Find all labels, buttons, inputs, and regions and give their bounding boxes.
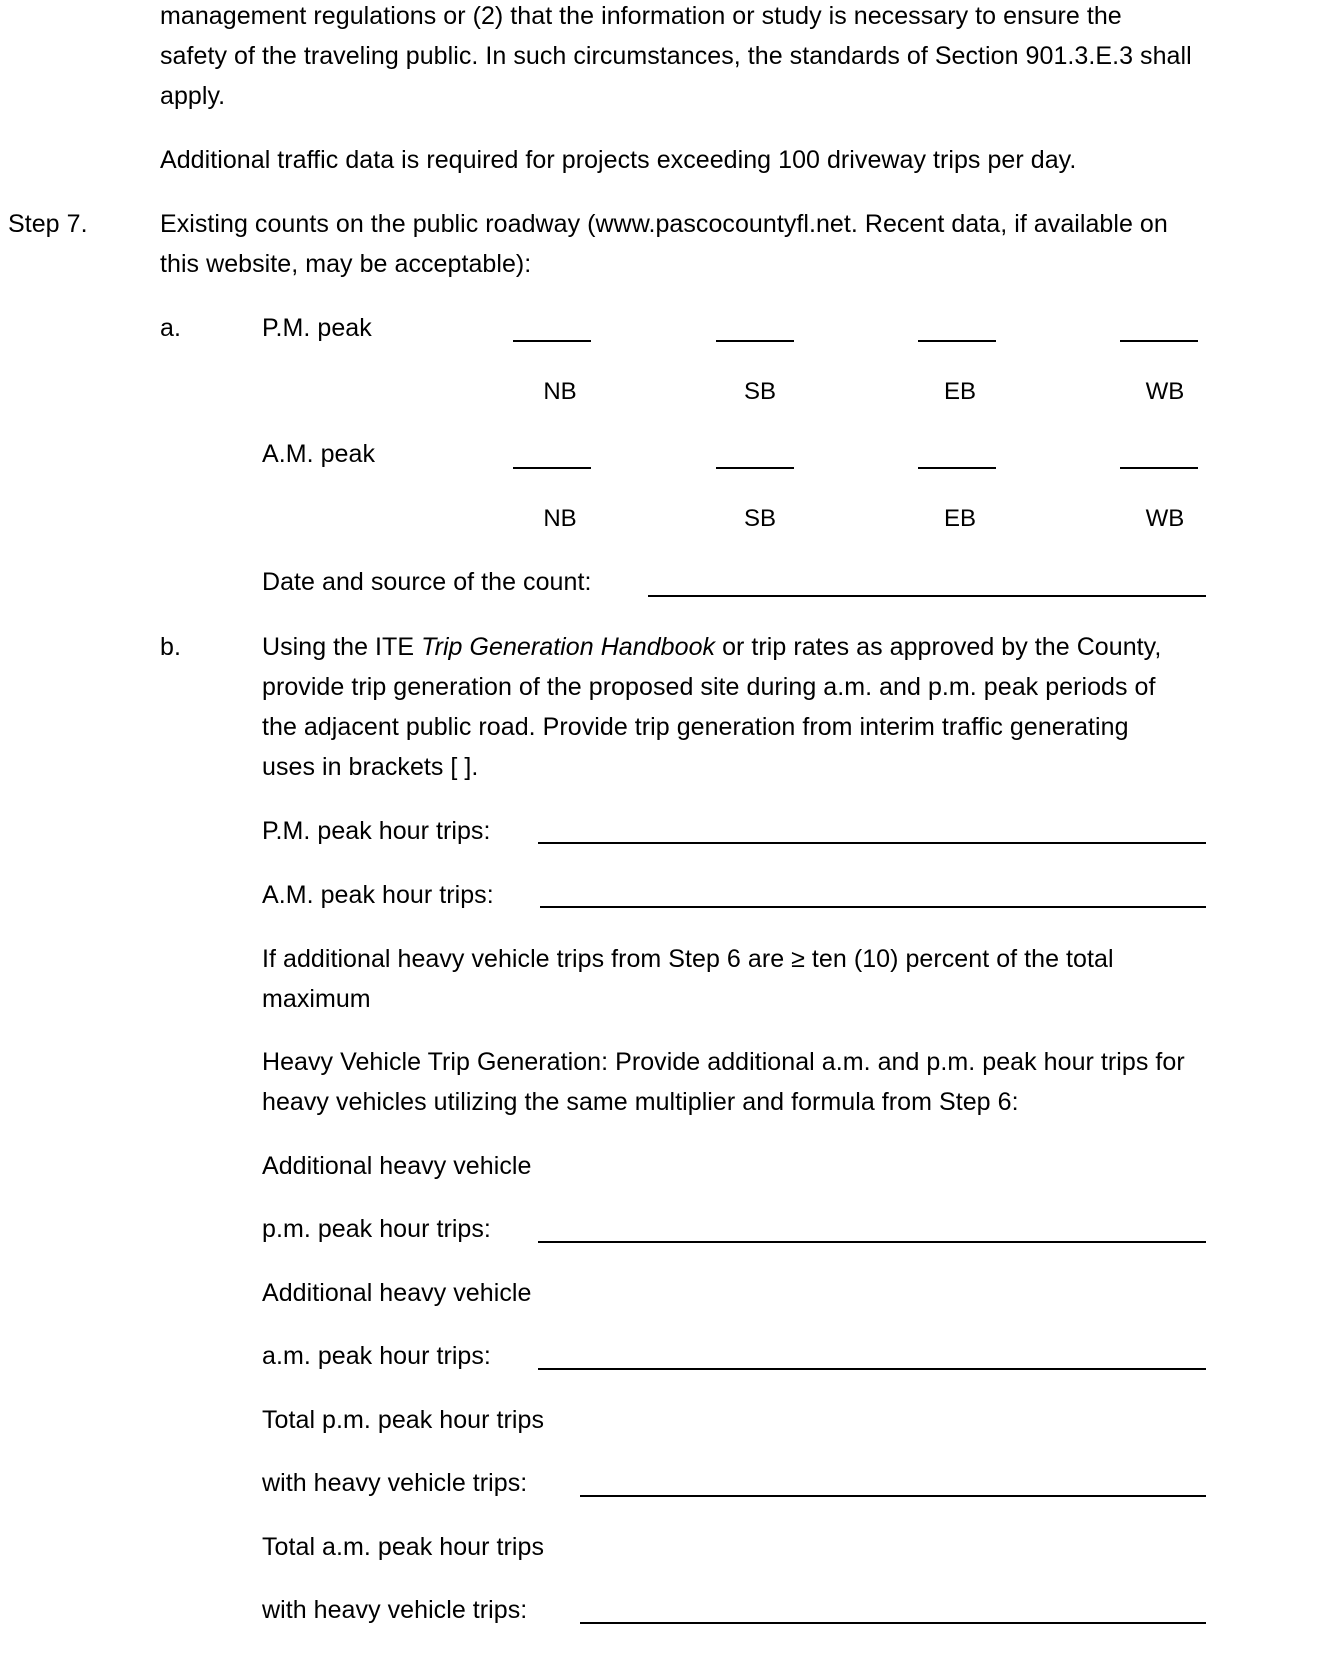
am-peak-label: A.M. peak [262, 440, 375, 468]
am-sb-count-field[interactable] [716, 467, 794, 469]
step-7-text-line-1: Existing counts on the public roadway (www.pascocountyfl.net. Recent data, if available on [160, 210, 1168, 238]
am-nb-count-field[interactable] [513, 467, 591, 469]
step-7-text-line-2: this website, may be acceptable): [160, 250, 532, 278]
total-pm-label-2: with heavy vehicle trips: [262, 1469, 528, 1497]
pm-wb-label: WB [1145, 378, 1185, 405]
heavy-generation-line-1: Heavy Vehicle Trip Generation: Provide additional a.m. and p.m. peak hour trips for [262, 1048, 1185, 1076]
item-b-line-3: the adjacent public road. Provide trip generation from interim traffic generating [262, 713, 1129, 741]
total-am-trips-field[interactable] [580, 1622, 1206, 1624]
item-b-line-4: uses in brackets [ ]. [262, 753, 479, 781]
heavy-condition-line-1: If additional heavy vehicle trips from Step 6 are ≥ ten (10) percent of the total [262, 945, 1114, 973]
total-pm-trips-field[interactable] [580, 1495, 1206, 1497]
step-7-label: Step 7. [8, 210, 88, 238]
am-wb-count-field[interactable] [1120, 467, 1198, 469]
item-b-line-1-start: Using the ITE [262, 633, 422, 661]
am-wb-label: WB [1145, 505, 1185, 532]
pm-peak-label: P.M. peak [262, 314, 372, 342]
date-source-field[interactable] [648, 595, 1206, 597]
item-b-line-1 [262, 627, 1161, 667]
additional-heavy-vehicle-pm-label-1: Additional heavy vehicle [262, 1152, 532, 1180]
additional-data-note: Additional traffic data is required for projects exceeding 100 driveway trips per day. [160, 146, 1077, 174]
intro-line-2: safety of the traveling public. In such circumstances, the standards of Section 901.3.E.3 shall [160, 42, 1192, 70]
pm-sb-label: SB [743, 378, 776, 405]
additional-heavy-pm-trips-field[interactable] [538, 1241, 1206, 1243]
intro-line-1: management regulations or (2) that the information or study is necessary to ensure the [160, 2, 1122, 30]
intro-line-3: apply. [160, 82, 226, 110]
am-peak-hour-trips-field[interactable] [540, 906, 1206, 908]
pm-sb-count-field[interactable] [716, 340, 794, 342]
pm-nb-label: NB [543, 378, 577, 405]
item-b-line-1-end: or trip rates as approved by the County, [715, 633, 1162, 661]
date-source-label: Date and source of the count: [262, 568, 592, 596]
additional-heavy-vehicle-pm-label-2: p.m. peak hour trips: [262, 1215, 491, 1243]
pm-wb-count-field[interactable] [1120, 340, 1198, 342]
pm-eb-count-field[interactable] [918, 340, 996, 342]
pm-nb-count-field[interactable] [513, 340, 591, 342]
additional-heavy-vehicle-am-label-2: a.m. peak hour trips: [262, 1342, 491, 1370]
am-peak-hour-trips-label: A.M. peak hour trips: [262, 881, 494, 909]
total-am-label-2: with heavy vehicle trips: [262, 1596, 528, 1624]
am-nb-label: NB [543, 505, 577, 532]
heavy-generation-line-2: heavy vehicles utilizing the same multiplier and formula from Step 6: [262, 1088, 1019, 1116]
am-eb-label: EB [943, 505, 976, 532]
total-am-label-1: Total a.m. peak hour trips [262, 1533, 544, 1561]
item-a-marker: a. [160, 314, 181, 342]
item-b-marker: b. [160, 633, 181, 661]
am-eb-count-field[interactable] [918, 467, 996, 469]
total-pm-label-1: Total p.m. peak hour trips [262, 1406, 544, 1434]
pm-peak-hour-trips-label: P.M. peak hour trips: [262, 817, 491, 845]
additional-heavy-am-trips-field[interactable] [538, 1368, 1206, 1370]
additional-heavy-vehicle-am-label-1: Additional heavy vehicle [262, 1279, 532, 1307]
item-b-line-2: provide trip generation of the proposed site during a.m. and p.m. peak periods of [262, 673, 1156, 701]
heavy-condition-line-2: maximum [262, 985, 371, 1013]
trip-generation-handbook-title: Trip Generation Handbook [421, 633, 716, 661]
pm-eb-label: EB [943, 378, 976, 405]
am-sb-label: SB [743, 505, 776, 532]
pm-peak-hour-trips-field[interactable] [538, 842, 1206, 844]
